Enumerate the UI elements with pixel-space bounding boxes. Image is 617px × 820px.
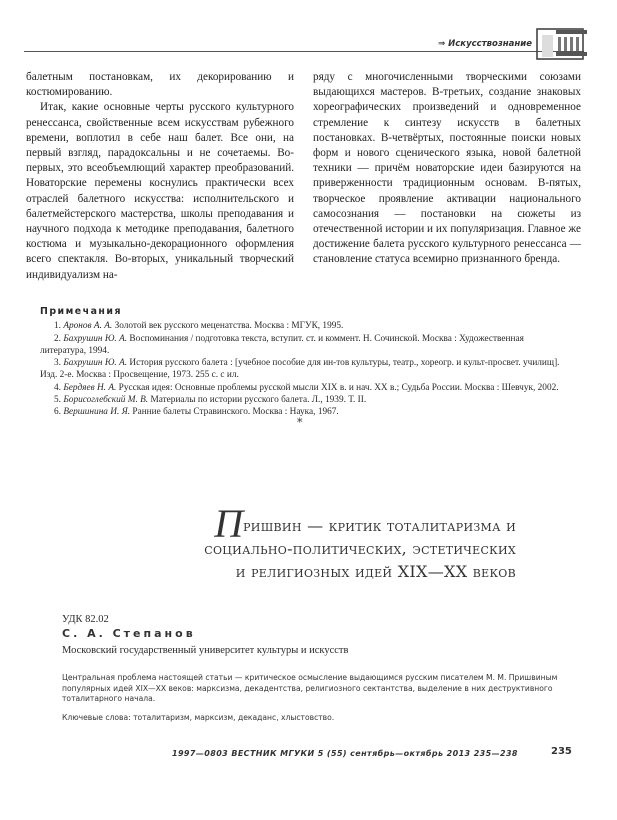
running-header — [24, 36, 584, 52]
notes-heading: Примечания — [40, 306, 122, 317]
abstract: Центральная проблема настоящей статьи — критическое осмысление выдающимся русским писателем М. М. Пришвиным популярных идей XIX—XX веков: марксизма, декадентства, религиозного сектантства, выделение в них деструктивного тоталитарного начала. — [62, 673, 558, 704]
note-text: Ранние балеты Стравинского. Москва : Наука, 1967. — [132, 407, 339, 418]
paragraph: ряду с многочисленными творческими союзами выдающихся мастеров. В-третьих, создание знаковых хореографических произведений и одновременное стремление к синтезу искусств в балетных постановках. В-четвёртых, постоянные поиски новых форм и нового сценического языка, новой балетной техники — причём новаторские идеи базируются на приверженности традиционным основам. В-пятых, творческое проявление активации национального самосознания — постановки на сюжеты из отечественной истории и их популяризация. Главное же достижение балета русского культурного ренессанса — становление статуса всемирно признанного бренда. — [313, 71, 581, 266]
note-text: История русского балета : [учебное пособие для ин-тов культуры, театр., хореогр. и культ-просвет. училищ]. Изд. 2-е. Москва : Просвещение, 1973. 255 с. с ил. — [40, 358, 560, 381]
title-initial: П — [214, 501, 244, 546]
notes-section — [40, 306, 570, 419]
header-rule — [24, 51, 584, 52]
note-text: Материалы по истории русского балета. Л., 1939. Т. II. — [150, 395, 367, 406]
note-item — [40, 357, 570, 382]
note-number: 3. — [54, 358, 61, 369]
note-item — [40, 333, 570, 358]
note-text: Воспоминания / подготовка текста, вступит. ст. и коммент. Н. Сочинской. Москва : Художественная литература, 1994. — [40, 333, 524, 356]
article-title — [100, 501, 516, 583]
udk-code: УДК 82.02 — [62, 614, 109, 625]
note-author: Бахрушин Ю. А. — [63, 358, 128, 369]
journal-logo-columns-icon — [536, 28, 588, 60]
note-item — [40, 406, 570, 418]
section-title: ⇒ Искусствознание — [438, 39, 532, 49]
note-item — [40, 382, 570, 394]
note-author: Бахрушин Ю. А. — [63, 333, 128, 344]
note-number: 6. — [54, 407, 61, 418]
title-line-1: Пришвин — критик тоталитаризма и — [214, 501, 516, 546]
note-author: Аронов А. А. — [63, 321, 113, 332]
title-line-2: социально-политических, эстетических — [204, 539, 516, 558]
keywords: Ключевые слова: тоталитаризм, марксизм, декаданс, хлыстовство. — [62, 713, 335, 722]
note-item — [40, 394, 570, 406]
page-number: 235 — [551, 746, 572, 757]
journal-footer: 1997—0803 ВЕСТНИК МГУКИ 5 (55) сентябрь—октябрь 2013 235—238 — [172, 749, 518, 758]
body-column-right — [313, 70, 581, 268]
author-name: С. А. Степанов — [62, 627, 196, 640]
note-author: Вершинина И. Я. — [63, 407, 131, 418]
note-number: 4. — [54, 382, 61, 393]
title-line-3: и религиозных идей XIX—XX веков — [235, 562, 516, 581]
paragraph: Итак, какие основные черты русского культурного ренессанса, свойственные всем искусствам рубежного времени, воплотил в себе наш балет. Все они, на первый взгляд, парадоксальны и не сочетаемы. Во-первых, это всеобъемлющий характер преобразований. Новаторские перемены коснулись практически всех отраслей балетного искусства: исполнительского и балетмейстерского мастерства, школы преподавания и научного подхода к методике преподавания, балетного костюма и музыкально-декорационного оформления всего спектакля. Во-вторых, уникальный творческий индивидуализм на- — [26, 101, 294, 281]
paragraph: балетным постановкам, их декорированию и костюмированию. — [26, 71, 294, 99]
note-number: 5. — [54, 395, 61, 406]
note-item — [40, 320, 570, 332]
note-text: Золотой век русского меценатства. Москва : МГУК, 1995. — [114, 321, 344, 332]
author-affiliation: Московский государственный университет культуры и искусств — [62, 645, 349, 656]
note-author: Борисоглебский М. В. — [63, 395, 149, 406]
note-number: 1. — [54, 321, 61, 332]
note-text: Русская идея: Основные проблемы русской мысли XIX в. и нач. XX в.; Судьба России. Москва : Шевчук, 2002. — [118, 382, 559, 393]
body-column-left — [26, 70, 294, 283]
note-number: 2. — [54, 333, 61, 344]
section-separator: * — [297, 416, 303, 429]
note-author: Бердяев Н. А. — [63, 382, 117, 393]
